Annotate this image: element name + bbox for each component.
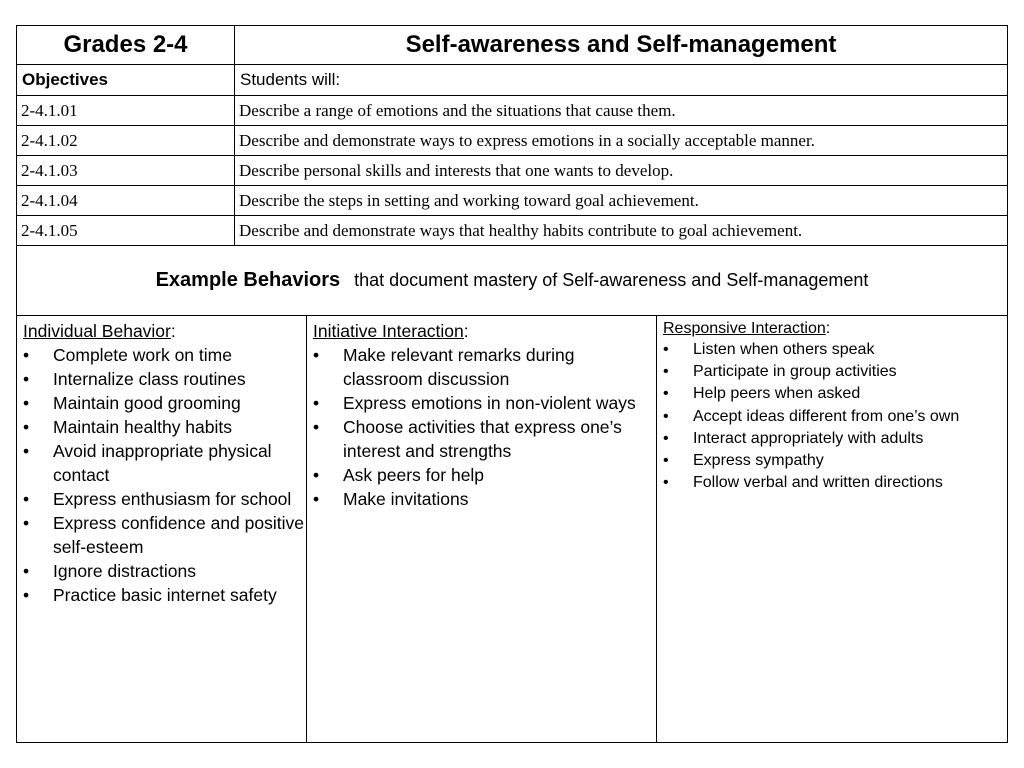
table-row [17,156,1007,186]
list-item: • Internalize class routines [23,369,246,389]
objective-code: 2-4.1.01 [17,96,235,125]
individual-behavior-heading: Individual Behavior: [23,321,176,341]
objective-text: Describe a range of emotions and the situations that cause them. [239,100,676,120]
example-behaviors-subtitle: that document mastery of Self-awareness and Self-management [354,270,869,290]
list-item: • Express sympathy [663,452,824,470]
topic-heading: Self-awareness and Self-management [405,31,837,58]
responsive-interaction-column [657,316,1007,742]
list-item: • Practice basic internet safety [23,585,277,605]
objective-text: Describe personal skills and interests that one wants to develop. [239,160,674,180]
responsive-interaction-list [663,339,1007,494]
list-item: • Participate in group activities [663,363,897,381]
table-row [17,186,1007,216]
list-item: • Avoid inappropriate physical contact [23,441,272,485]
table-row [17,126,1007,156]
objectives-row [17,65,1007,96]
behavior-columns [17,316,1007,742]
objective-code: 2-4.1.05 [17,216,235,245]
responsive-interaction-heading: Responsive Interaction: [663,320,831,337]
table-row [17,216,1007,246]
list-item: • Choose activities that express one’s interest and strengths [313,417,622,461]
list-item: • Make invitations [313,489,469,509]
header-row [17,26,1007,65]
objective-code: 2-4.1.04 [17,186,235,215]
initiative-interaction-column [307,316,657,742]
grades-heading: Grades 2-4 [17,26,235,64]
list-item: • Follow verbal and written directions [663,474,943,492]
objective-code: 2-4.1.02 [17,126,235,155]
objectives-table [16,25,1008,743]
example-behaviors-row [17,246,1007,316]
objectives-label: Objectives [17,65,235,95]
table-row [17,96,1007,126]
list-item: • Accept ideas different from one’s own [663,407,960,425]
list-item: • Maintain healthy habits [23,417,232,437]
list-item: • Maintain good grooming [23,393,241,413]
list-item: • Express confidence and positive self-esteem [23,513,304,557]
list-item: • Ask peers for help [313,465,485,485]
initiative-interaction-heading: Initiative Interaction: [313,321,469,341]
individual-behavior-column [17,316,307,742]
list-item: • Help peers when asked [663,385,861,403]
list-item: • Listen when others speak [663,341,875,358]
list-item: • Express enthusiasm for school [23,489,292,509]
objective-code: 2-4.1.03 [17,156,235,185]
objective-text: Describe the steps in setting and working toward goal achievement. [239,190,699,210]
list-item: • Complete work on time [23,345,232,365]
objective-text: Describe and demonstrate ways to express emotions in a socially acceptable manner. [239,130,815,150]
list-item: • Express emotions in non-violent ways [313,393,636,413]
example-behaviors-title: Example Behaviors [155,269,341,291]
list-item: • Ignore distractions [23,561,196,581]
initiative-interaction-list [313,343,656,511]
individual-behavior-list [23,343,306,607]
students-will-label: Students will: [240,70,341,89]
list-item: • Interact appropriately with adults [663,429,924,447]
list-item: • Make relevant remarks during classroom discussion [313,345,575,389]
objective-text: Describe and demonstrate ways that healthy habits contribute to goal achievement. [239,220,803,240]
